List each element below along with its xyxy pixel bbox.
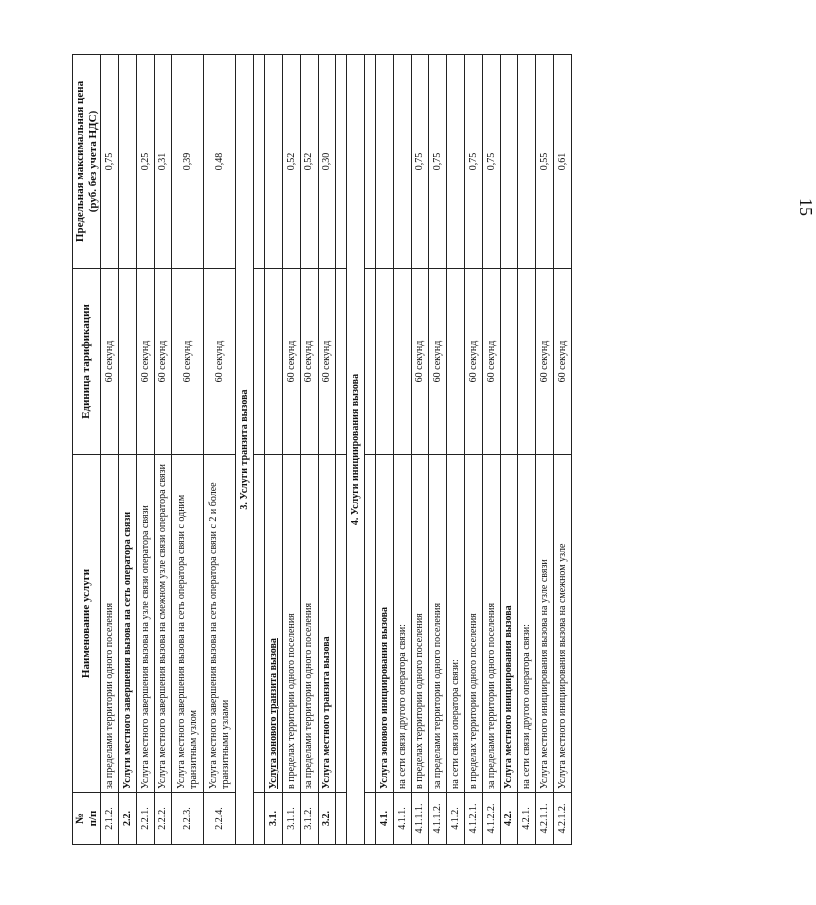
- section-title: Услуги транзита вызова: [238, 389, 250, 500]
- tariff-table: [72, 54, 572, 845]
- table-row: 4.1. Услуга зонового инициирования вызова: [376, 55, 394, 845]
- table-row: 4.1.2.1. в пределах территории одного поселения 60 секунд 0,75: [465, 55, 483, 845]
- table-row: 4.2. Услуга местного инициирования вызова: [500, 55, 518, 845]
- section-number: 4.: [349, 517, 361, 526]
- rotated-page-content: [72, 55, 572, 845]
- page-number: 15: [796, 198, 816, 216]
- section-number: 3.: [238, 502, 250, 510]
- table-row-empty: [336, 55, 347, 845]
- table-row: 4.1.1.1. в пределах территории одного поселения 60 секунд 0,75: [411, 55, 429, 845]
- table-row: 4.1.2.2. за пределами территории одного поселения 60 секунд 0,75: [482, 55, 500, 845]
- table-row: 4.1.1. на сети связи другого оператора связи:: [393, 55, 411, 845]
- table-row: 3.1.1. в пределах территории одного поселения 60 секунд 0,52: [282, 55, 300, 845]
- table-row: 2.1.2. за пределами территории одного поселения 60 секунд 0,75: [101, 55, 119, 845]
- table-row-empty: [365, 55, 376, 845]
- column-header-price: Предельная максимальная цена (руб. без учета НДС): [73, 55, 101, 269]
- section-header-row: [236, 55, 254, 845]
- column-header-number: № п/п: [73, 793, 101, 845]
- table-row: 2.2.4. Услуга местного завершения вызова на сеть оператора связи с 2 и более транзитными узлами 60 секунд 0,48: [204, 55, 236, 845]
- table-row: 4.2.1.2. Услуга местного инициирования вызова на смежном узле 60 секунд 0,61: [554, 55, 572, 845]
- column-header-unit: Единица тарификации: [73, 269, 101, 455]
- section-header-row: [347, 55, 365, 845]
- table-row: 2.2.1. Услуга местного завершения вызова на узле связи оператора связи 60 секунд 0,25: [136, 55, 154, 845]
- table-row: 4.2.1.1. Услуга местного инициирования вызова на узле связи 60 секунд 0,55: [536, 55, 554, 845]
- section-title: Услуги инициирования вызова: [349, 373, 361, 516]
- table-row-empty: [254, 55, 265, 845]
- column-header-service-name: Наименование услуги: [73, 455, 101, 793]
- table-row: 2.2.3. Услуга местного завершения вызова на сеть оператора связи с одним транзитным узлом 60 секунд 0,39: [172, 55, 204, 845]
- table-row: 4.2.1. на сети связи другого оператора связи:: [518, 55, 536, 845]
- table-row: 2.2. Услуги местного завершения вызова на сеть оператора связи: [119, 55, 137, 845]
- table-header-row: [73, 55, 101, 845]
- table-row: 3.1. Услуга зонового транзита вызова: [265, 55, 283, 845]
- table-row: 2.2.2. Услуга местного завершения вызова на смежном узле связи оператора связи 60 секунд 0,31: [154, 55, 172, 845]
- table-row: 3.2. Услуга местного транзита вызова 60 секунд 0,30: [318, 55, 336, 845]
- table-row: 4.1.2. на сети связи оператора связи:: [447, 55, 465, 845]
- table-row: 4.1.1.2. за пределами территории одного поселения 60 секунд 0,75: [429, 55, 447, 845]
- table-row: 3.1.2. за пределами территории одного поселения 60 секунд 0,52: [300, 55, 318, 845]
